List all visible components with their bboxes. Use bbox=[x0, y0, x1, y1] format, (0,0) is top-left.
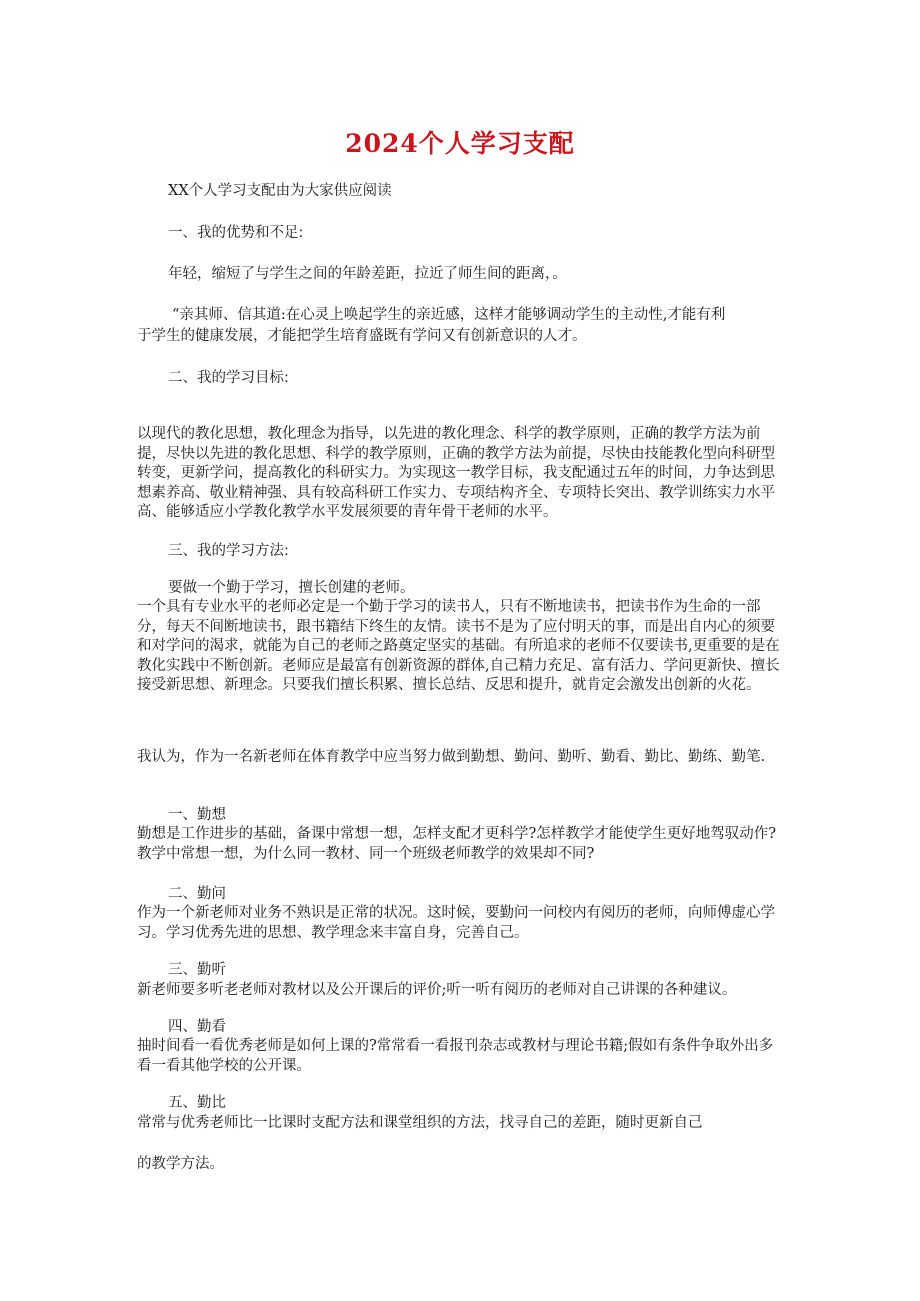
section-3-heading: 三、我的学习方法: bbox=[168, 543, 289, 559]
section-2-heading: 二、我的学习目标: bbox=[168, 370, 289, 386]
closing-line: 的教学方法。 bbox=[137, 1156, 224, 1172]
belief-paragraph: 我认为，作为一名新老师在体育教学中应当努力做到勤想、勤问、勤听、勤看、勤比、勤练、勤笔. bbox=[137, 749, 766, 765]
item-3-label: 三、勤听 bbox=[168, 962, 226, 978]
item-1-text: 勤想是工作进步的基础，备课中常想一想，怎样支配才更科学?怎样教学才能使学生更好地驾驭动作?教学中常想一想，为什么同一教材、同一个班级老师教学的效果却不同? bbox=[137, 826, 777, 862]
section-1-quote-line-2: 于学生的健康发展，才能把学生培育盛既有学问又有创新意识的人才。 bbox=[137, 328, 587, 344]
section-2-paragraph: 以现代的教化思想，教化理念为指导，以先进的教化理念、科学的教学原则，正确的教学方法为前提，尽快以先进的教化思想、科学的教学原则，正确的教学方法为前提，尽快由技能教化型向科研型转变，更新学问，提高教化的科研实力。为实现这一教学目标，我支配通过五年的时间，力争达到思想素养高、敬业精神强、具有较高科研工作实力、专项结构齐全、专项特长突出、教学训练实力水平高、能够适应小学教化教学水平发展须要的青年骨干老师的水平。 bbox=[137, 426, 775, 521]
intro-line: XX个人学习支配由为大家供应阅读 bbox=[168, 183, 392, 199]
item-5-text: 常常与优秀老师比一比课时支配方法和课堂组织的方法，找寻自己的差距，随时更新自己 bbox=[137, 1115, 703, 1131]
item-3-text: 新老师要多听老老师对教材以及公开课后的评价;听一听有阅历的老师对自己讲课的各种建议。 bbox=[137, 982, 737, 998]
item-2-label: 二、勤问 bbox=[168, 886, 226, 902]
section-1-quote-line-1: “亲其师、信其道:在心灵上唤起学生的亲近感，这样才能够调动学生的主动性,才能有利 bbox=[172, 307, 726, 323]
item-1-label: 一、勤想 bbox=[168, 807, 226, 823]
section-3-paragraph: 一个具有专业水平的老师必定是一个勤于学习的读书人，只有不断地读书，把读书作为生命的一部分，每天不间断地读书，跟书籍结下终生的友情。读书不是为了应付明天的事，而是出自内心的须要和对学问的渴求，就能为自己的老师之路奠定坚实的基础。有所追求的老师不仅要读书,更重要的是在教化实践中不断创新。老师应是最富有创新资源的群体,自己精力充足、富有活力、学问更新快、擅长接受新思想、新理念。只要我们擅长积累、擅长总结、反思和提升，就肯定会激发出创新的火花。 bbox=[137, 599, 780, 694]
item-4-label: 四、勤看 bbox=[168, 1019, 226, 1035]
document-title: 2024个人学习支配 bbox=[345, 129, 575, 158]
item-5-label: 五、勤比 bbox=[168, 1095, 226, 1111]
section-1-heading: 一、我的优势和不足: bbox=[168, 225, 304, 241]
section-1-line: 年轻，缩短了与学生之间的年龄差距，拉近了师生间的距离，。 bbox=[168, 266, 567, 282]
item-4-text: 抽时间看一看优秀老师是如何上课的?常常看一看报刊杂志或教材与理论书籍;假如有条件争取外出多看一看其他学校的公开课。 bbox=[137, 1038, 774, 1074]
item-2-text: 作为一个新老师对业务不熟识是正常的状况。这时候，要勤问一问校内有阅历的老师，向师傅虚心学习。学习优秀先进的思想、教学理念来丰富自身，完善自己。 bbox=[137, 905, 775, 941]
section-3-lead: 要做一个勤于学习，擅长创建的老师。 bbox=[168, 580, 415, 596]
